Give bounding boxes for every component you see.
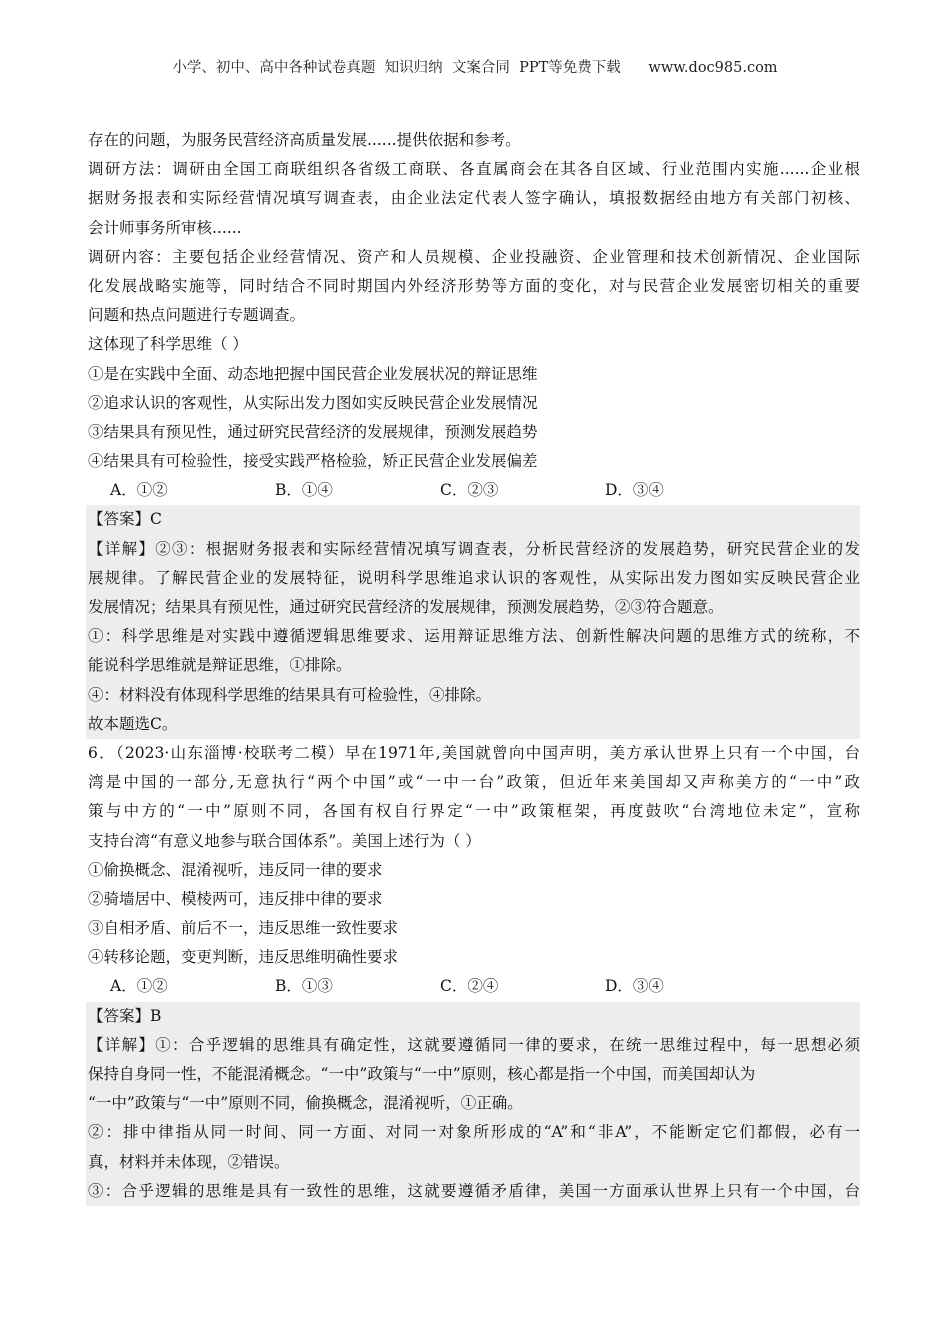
material-line: 调研方法：调研由全国工商联组织各省级工商联、各直属商会在其各自区域、行业范围内实施......企业根 [88,160,860,179]
material-line: 存在的问题，为服务民营经济高质量发展......提供依据和参考。 [88,131,521,149]
explanation-line: 真，材料并未体现，②错误。 [88,1152,290,1171]
explanation-line: 保持自身同一性，不能混淆概念。“一中”政策与“一中”原则，核心都是指一个中国，而美国却认为 [88,1065,756,1083]
statement-item: ④结果具有可检验性，接受实践严格检验，矫正民营企业发展偏差 [88,452,538,471]
statement-item: ①偷换概念、混淆视听，违反同一律的要求 [88,860,383,879]
statement-item: ③自相矛盾、前后不一，违反思维一致性要求 [88,919,399,938]
statement-item: ④转移论题，变更判断，违反思维明确性要求 [88,948,399,967]
option-c: C．②③ [440,481,499,500]
stem-line: 湾是中国的一部分,无意执行“两个中国”或“一中一台”政策，但近年来美国却又声称美方的“一中”政 [88,773,860,792]
question-5-answer-block [86,505,860,739]
material-line: 调研内容：主要包括企业经营情况、资产和人员规模、企业投融资、企业管理和技术创新情况、企业国际 [88,247,860,266]
material-line: 问题和热点问题进行专题调查。 [88,306,306,325]
explanation-line: “一中”政策与“一中”原则不同，偷换概念，混淆视听，①正确。 [88,1094,523,1113]
explanation-line: ①：科学思维是对实践中遵循逻辑思维要求、运用辩证思维方法、创新性解决问题的思维方式的统称，不 [88,627,860,646]
explanation-line: 展规律。了解民营企业的发展特征，说明科学思维追求认识的客观性，从实际出发力图如实反映民营企业 [88,568,860,587]
option-c: C．②④ [440,977,499,996]
answer-label: 【答案】B [88,1006,162,1025]
question-5-stem: 这体现了科学思维（ ） [88,335,248,354]
page-header: 小学、初中、高中各种试卷真题 知识归纳 文案合同 PPT等免费下载 www.doc985.com [172,60,778,76]
question-6-stem [88,739,860,856]
option-a: A．①② [110,481,168,500]
stem-line: 6．（2023·山东淄博·校联考二模）早在1971年,美国就曾向中国声明，美方承认世界上只有一个中国，台 [88,743,860,762]
explanation-line: 能说科学思维就是辩证思维，①排除。 [88,656,352,675]
stem-line: 支持台湾“有意义地参与联合国体系”。美国上述行为（ ） [88,831,481,850]
explanation-line: ④：材料没有体现科学思维的结果具有可检验性，④排除。 [88,685,492,704]
stem-line: 策与中方的“一中”原则不同，各国有权自行界定“一中”政策框架，再度鼓吹“台湾地位未定”，宣称 [88,802,860,821]
document-body [88,126,860,1206]
statement-item: ③结果具有预见性，通过研究民营经济的发展规律，预测发展趋势 [88,422,538,441]
statement-item: ①是在实践中全面、动态地把握中国民营企业发展状况的辩证思维 [88,364,538,383]
option-d: D．③④ [605,977,664,996]
question-6-answer-block [86,1002,860,1206]
question-6-options [88,972,860,1001]
option-d: D．③④ [605,481,664,500]
question-5-statements [88,360,860,477]
explanation-line: 发展情况；结果具有预见性，通过研究民营经济的发展规律，预测发展趋势，②③符合题意。 [88,598,724,616]
question-5-options [88,476,860,505]
option-a: A．①② [110,977,168,996]
material-line: 化发展战略实施等，同时结合不同时期国内外经济形势等方面的变化，对与民营企业发展密切相关的重要 [88,276,860,295]
statement-item: ②骑墙居中、模棱两可，违反排中律的要求 [88,889,383,908]
material-line: 据财务报表和实际经营情况填写调查表，由企业法定代表人签字确认，填报数据经由地方有关部门初核、 [88,189,860,208]
option-b: B．①③ [275,977,333,996]
explanation-line: 【详解】②③：根据财务报表和实际经营情况填写调查表，分析民营经济的发展趋势，研究民营企业的发 [88,539,860,558]
explanation-line: ②：排中律指从同一时间、同一方面、对同一对象所形成的“A”和“非A”，不能断定它们都假，必有一 [88,1123,860,1142]
question-5-material [88,126,860,330]
material-line: 会计师事务所审核...... [88,218,242,237]
answer-label: 【答案】C [88,510,162,529]
statement-item: ②追求认识的客观性，从实际出发力图如实反映民营企业发展情况 [88,393,538,412]
question-6-statements [88,856,860,973]
explanation-line: ③：合乎逻辑的思维是具有一致性的思维，这就要遵循矛盾律，美国一方面承认世界上只有一个中国，台 [88,1181,860,1200]
explanation-line: 【详解】①：合乎逻辑的思维具有确定性，这就要遵循同一律的要求，在统一思维过程中，每一思想必须 [88,1035,860,1054]
option-b: B．①④ [275,481,333,500]
explanation-line: 故本题选C。 [88,714,178,733]
